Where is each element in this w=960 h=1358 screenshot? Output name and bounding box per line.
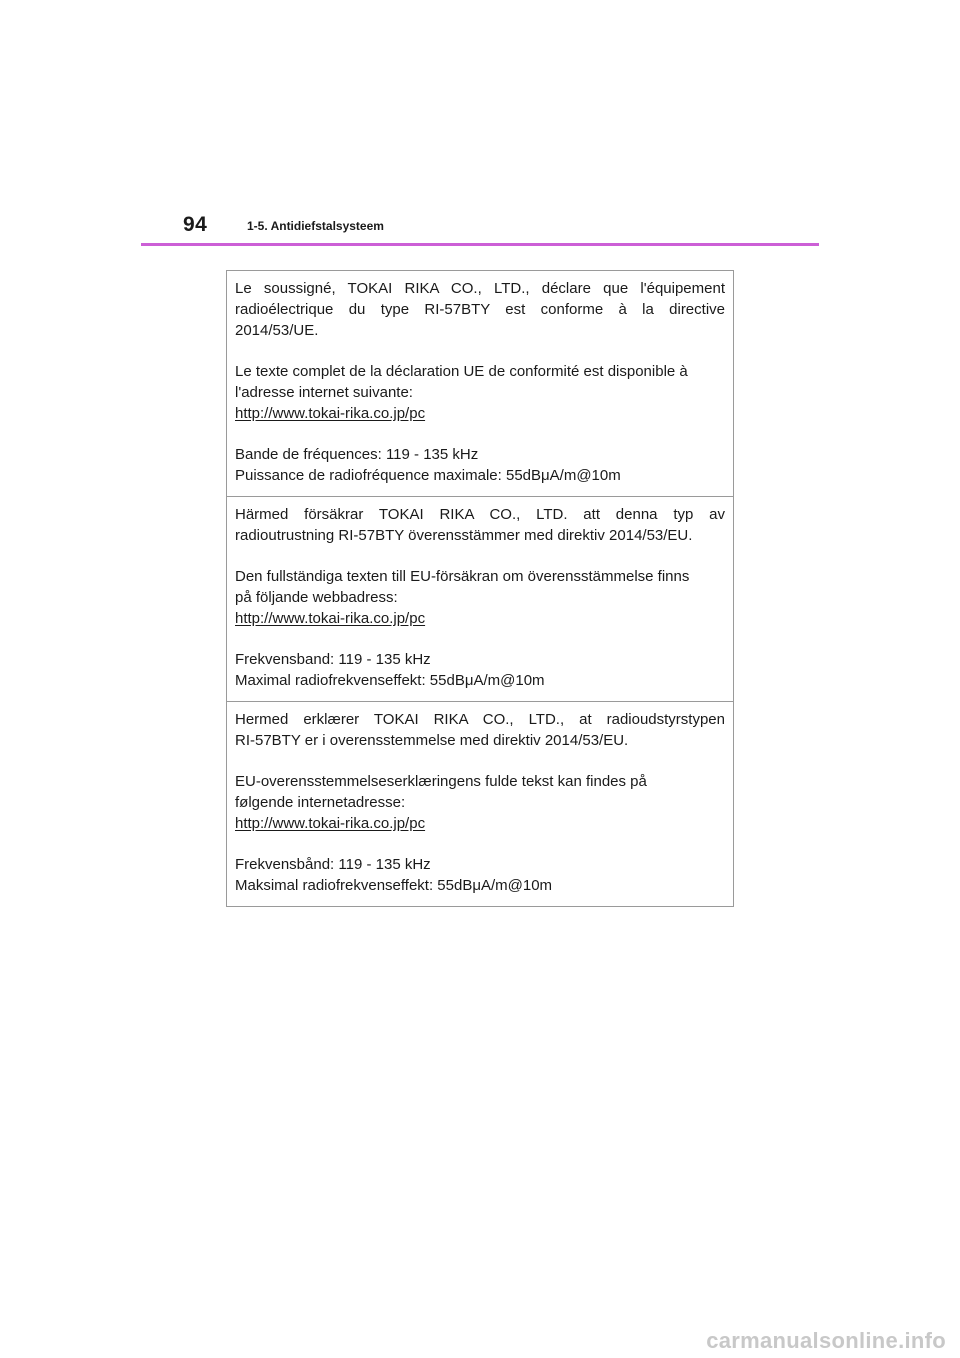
declaration-paragraph — [235, 504, 725, 546]
fulltext-line: på följande webbadress: — [235, 589, 398, 606]
declaration-line: Hermed erklærer TOKAI RIKA CO., LTD., at radioudstyrstypen — [235, 711, 725, 728]
page-number: 94 — [183, 213, 208, 236]
max-power-text: Maksimal radiofrekvenseffekt: 55dBμA/m@10m — [235, 877, 553, 894]
fulltext-paragraph — [235, 361, 725, 424]
max-power-text: Puissance de radiofréquence maximale: 55dBμA/m@10m — [235, 467, 621, 484]
fulltext-line: følgende internetadresse: — [235, 794, 406, 811]
fulltext-line: EU-overensstemmelseserklæringens fulde tekst kan findes på — [235, 773, 647, 790]
frequency-band-text: Frekvensbånd: 119 - 135 kHz — [235, 856, 431, 873]
specs-paragraph — [235, 649, 725, 691]
max-power-text: Maximal radiofrekvenseffekt: 55dBμA/m@10m — [235, 672, 545, 689]
compliance-notice-table — [226, 270, 734, 907]
declaration-url-link[interactable]: http://www.tokai-rika.co.jp/pc — [235, 610, 426, 627]
declaration-url-link[interactable]: http://www.tokai-rika.co.jp/pc — [235, 405, 426, 422]
specs-paragraph — [235, 854, 725, 896]
fulltext-paragraph — [235, 566, 725, 629]
declaration-line: radioutrustning RI-57BTY överensstämmer med direktiv 2014/53/EU. — [235, 527, 693, 544]
fulltext-paragraph — [235, 771, 725, 834]
declaration-paragraph — [235, 278, 725, 341]
declaration-line: Le soussigné, TOKAI RIKA CO., LTD., déclare que l'équipement — [235, 280, 725, 297]
declaration-paragraph — [235, 709, 725, 751]
declaration-line: RI-57BTY er i overensstemmelse med direktiv 2014/53/EU. — [235, 732, 629, 749]
fulltext-line: Den fullständiga texten till EU-försäkran om överensstämmelse finns — [235, 568, 690, 585]
declaration-line: radioélectrique du type RI-57BTY est conforme à la directive — [235, 301, 725, 318]
header-divider — [141, 243, 819, 246]
fulltext-line: l'adresse internet suivante: — [235, 384, 413, 401]
notice-french — [227, 271, 733, 496]
declaration-line: Härmed försäkrar TOKAI RIKA CO., LTD. att denna typ av — [235, 506, 725, 523]
frequency-band-text: Bande de fréquences: 119 - 135 kHz — [235, 446, 479, 463]
notice-danish — [227, 701, 733, 906]
declaration-url-link[interactable]: http://www.tokai-rika.co.jp/pc — [235, 815, 426, 832]
site-watermark: carmanualsonline.info — [706, 1328, 946, 1353]
declaration-line: 2014/53/UE. — [235, 322, 319, 339]
specs-paragraph — [235, 444, 725, 486]
notice-swedish — [227, 496, 733, 701]
section-title: 1-5. Antidiefstalsysteem — [247, 219, 384, 233]
fulltext-line: Le texte complet de la déclaration UE de conformité est disponible à — [235, 363, 688, 380]
frequency-band-text: Frekvensband: 119 - 135 kHz — [235, 651, 431, 668]
